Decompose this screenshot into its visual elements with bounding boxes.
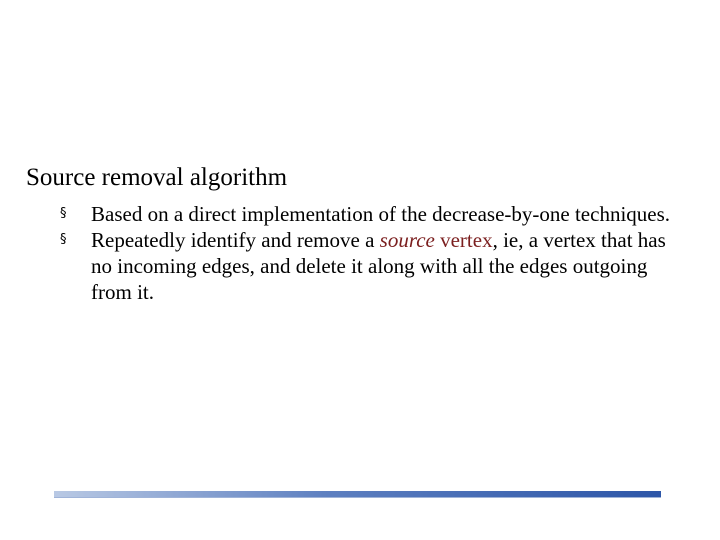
bullet-text-end: , ie, a vertex that has no incoming edges, and delete it along with all the edges outgoing from it.: [91, 228, 666, 304]
bullet-item: [60, 227, 680, 305]
bullet-list: [60, 201, 680, 305]
slide-heading: Source removal algorithm: [26, 164, 288, 191]
vertex-term: vertex: [440, 228, 493, 252]
bullet-text: Based on a direct implementation of the decrease-by-one techniques.: [91, 202, 671, 226]
bullet-marker-icon: §: [60, 232, 67, 247]
source-term: source: [379, 228, 435, 252]
bullet-marker-icon: §: [60, 206, 67, 221]
footer-divider-bar: [54, 491, 661, 497]
bullet-item: [60, 201, 680, 227]
bullet-text-start: Repeatedly identify and remove a: [91, 228, 380, 252]
